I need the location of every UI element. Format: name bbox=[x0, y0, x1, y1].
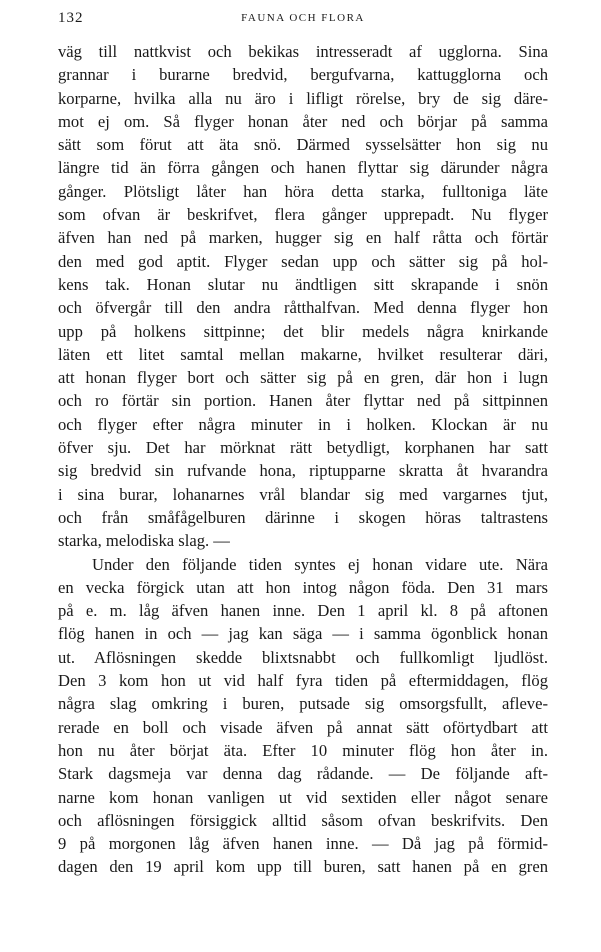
text-line: Stark dagsmeja var denna dag rådande. — De följande aft- bbox=[58, 764, 548, 784]
text-line: och aflösningen försiggick alltid såsom ofvan beskrifvits. Den bbox=[58, 810, 548, 830]
body-text bbox=[58, 40, 548, 879]
text-line: längre tid än förra gången och hanen flyttar sig därunder några bbox=[58, 158, 548, 178]
text-line: upp på holkens sittpinne; det blir medels några knirkande bbox=[58, 321, 548, 341]
text-line: flög hanen in och — jag kan säga — i samma ögonblick honan bbox=[58, 624, 548, 644]
text-line: läten ett litet samtal mellan makarne, hvilket resulterar däri, bbox=[58, 344, 548, 364]
text-line: Under den följande tiden syntes ej honan vidare ute. Nära bbox=[92, 554, 548, 574]
page-number: 132 bbox=[58, 10, 84, 26]
text-line: narne kom honan vanligen ut vid sextiden eller något senare bbox=[58, 787, 548, 807]
text-line: och ro förtär sin portion. Hanen åter flyttar ned på sittpinnen bbox=[58, 391, 548, 411]
text-line: kens tak. Honan slutar nu ändtligen sitt skrapande i snön bbox=[58, 274, 548, 294]
text-line: den med god aptit. Flyger sedan upp och sätter sig på hol- bbox=[58, 251, 548, 271]
paragraph-1 bbox=[58, 40, 548, 553]
text-line: 9 på morgonen låg äfven hanen inne. — Då jag på förmid- bbox=[58, 834, 548, 854]
text-line: en vecka förgick utan att hon intog någon föda. Den 31 mars bbox=[58, 577, 548, 597]
text-line: och flyger efter några minuter in i holken. Klockan är nu bbox=[58, 414, 548, 434]
text-line: ut. Aflösningen skedde blixtsnabbt och fullkomligt ljudlöst. bbox=[58, 647, 548, 667]
text-line: att honan flyger bort och sätter sig på en gren, där hon i lugn bbox=[58, 368, 548, 388]
text-line: Den 3 kom hon ut vid half fyra tiden på eftermiddagen, flög bbox=[58, 671, 548, 691]
text-line: och från småfågelburen därinne i skogen höras taltrastens bbox=[58, 507, 548, 527]
text-line: öfver sju. Det har mörknat rätt betydligt, korphanen har satt bbox=[58, 438, 548, 458]
text-line: mot ej om. Så flyger honan åter ned och börjar på samma bbox=[58, 111, 548, 131]
text-line: gånger. Plötsligt låter han höra detta starka, fulltoniga läte bbox=[58, 181, 548, 201]
text-line: starka, melodiska slag. — bbox=[58, 531, 230, 551]
page-header bbox=[58, 10, 548, 32]
text-line: dagen den 19 april kom upp till buren, satt hanen på en gren bbox=[58, 857, 548, 877]
text-line: grannar i burarne bredvid, bergufvarna, kattugglorna och bbox=[58, 65, 548, 85]
text-line: sig bredvid sin rufvande hona, riptupparne skratta åt hvarandra bbox=[58, 461, 548, 481]
text-line: och öfvergår till den andra råtthalfvan. Med denna flyger hon bbox=[58, 298, 548, 318]
text-line: som ofvan är beskrifvet, flera gånger upprepadt. Nu flyger bbox=[58, 205, 548, 225]
running-head: FAUNA OCH FLORA bbox=[241, 12, 365, 24]
text-line: några slag omkring i buren, putsade sig omsorgsfullt, afleve- bbox=[58, 694, 548, 714]
text-line: hon nu åter börjat äta. Efter 10 minuter flög hon åter in. bbox=[58, 740, 548, 760]
text-line: på e. m. låg äfven hanen inne. Den 1 april kl. 8 på aftonen bbox=[58, 601, 548, 621]
text-line: i sina burar, lohanarnes vrål blandar sig med vargarnes tjut, bbox=[58, 484, 548, 504]
paragraph-2 bbox=[58, 553, 548, 879]
text-line: rerade en boll och visade äfven på annat sätt oförtydbart att bbox=[58, 717, 548, 737]
text-line: äfven han ned på marken, hugger sig en half råtta och förtär bbox=[58, 228, 548, 248]
text-line: väg till nattkvist och bekikas intresseradt af ugglorna. Sina bbox=[58, 42, 548, 61]
text-line: korparne, hvilka alla nu äro i lifligt rörelse, bry de sig däre- bbox=[58, 88, 548, 108]
text-line: sätt som förut att äta snö. Därmed sysselsätter hon sig nu bbox=[58, 135, 548, 155]
